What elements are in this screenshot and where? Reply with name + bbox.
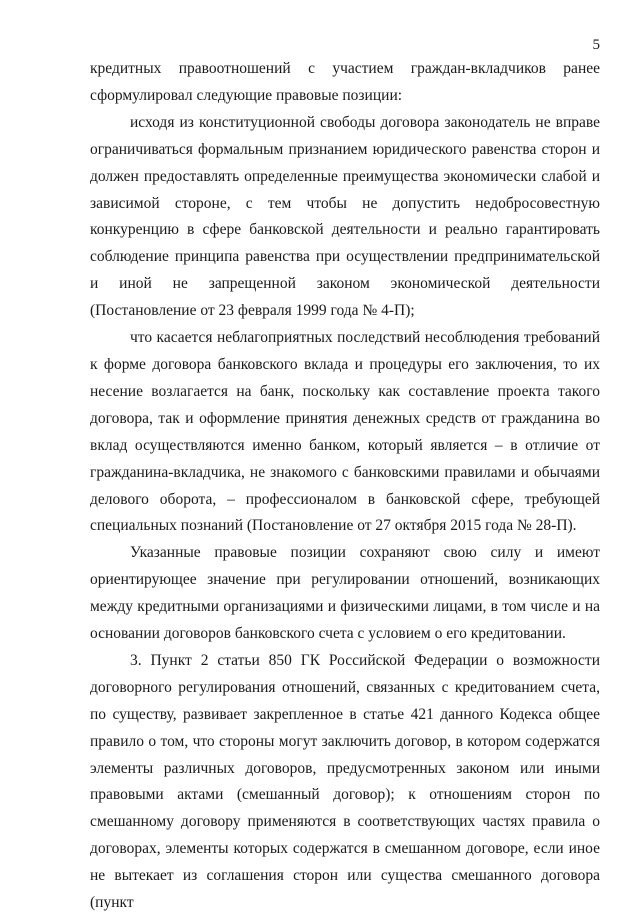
page-number: 5: [592, 37, 600, 53]
paragraph-legal-position-2: что касается неблагоприятных последствий несоблюдения требований к форме договора банковского вклада и процедуры его заключения, то их несение возлагается на банк, поскольку как составление проекта такого договора, так и оформление принятия денежных средств от гражданина во вклад осуществляются именно банком, который является – в отличие от гражданина-вкладчика, не знакомого с банковскими правилами и обычаями делового оборота, – профессионалом в банковской сфере, требующей специальных познаний (Постановление от 27 октября 2015 года № 28-П).: [90, 329, 600, 535]
paragraph-continuation: кредитных правоотношений с участием граждан-вкладчиков ранее сформулировал следующие правовые позиции:: [90, 60, 600, 104]
paragraph-section-3: 3. Пункт 2 статьи 850 ГК Российской Федерации о возможности договорного регулирования отношений, связанных с кредитованием счета, по существу, развивает закрепленное в статье 421 данного Кодекса общее правило о том, что стороны могут заключить договор, в котором содержатся элементы различных договоров, предусмотренных законом или иными правовыми актами (смешанный договор); к отношениям сторон по смешанному договору применяются в соответствующих частях правила о договорах, элементы которых содержатся в смешанном договоре, если иное не вытекает из соглашения сторон или существа смешанного договора (пункт: [90, 651, 600, 912]
paragraph-legal-position-1: исходя из конституционной свободы договора законодатель не вправе ограничиваться формальным признанием юридического равенства сторон и должен предоставлять определенные преимущества экономически слабой и зависимой стороне, с тем чтобы не допустить недобросовестную конкуренцию в сфере банковской деятельности и реально гарантировать соблюдение принципа равенства при осуществлении предпринимательской и иной не запрещенной законом экономической деятельности (Постановление от 23 февраля 1999 года № 4-П);: [90, 113, 600, 320]
paragraph-legal-positions-retained: Указанные правовые позиции сохраняют свою силу и имеют ориентирующее значение при регулировании отношений, возникающих между кредитными организациями и физическими лицами, в том числе и на основании договоров банковского счета с условием о его кредитовании.: [90, 544, 600, 643]
document-body: [90, 56, 600, 917]
